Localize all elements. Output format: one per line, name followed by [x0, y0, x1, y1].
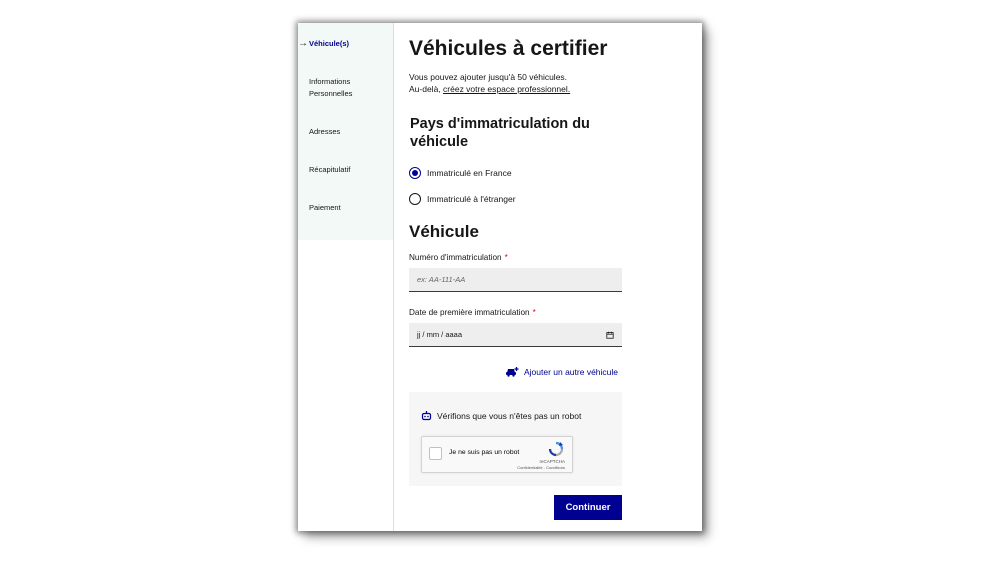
sidebar-item-adresses[interactable] [309, 126, 340, 138]
page-title: Véhicules à certifier [409, 37, 608, 60]
recaptcha-logo-icon [548, 441, 564, 457]
recaptcha-terms-link[interactable]: Confidentialité - Conditions [517, 465, 565, 470]
radio-france[interactable] [409, 167, 512, 179]
robot-text: Vérifions que vous n'êtes pas un robot [437, 410, 582, 421]
radio-button[interactable] [409, 193, 421, 205]
captcha-section [409, 392, 622, 486]
sidebar-item-label: Paiement [309, 203, 341, 212]
required-asterisk: * [532, 308, 536, 317]
calendar-icon[interactable] [606, 331, 614, 339]
intro-prefix: Au-delà, [409, 84, 444, 94]
intro-line: Vous pouvez ajouter jusqu'à 50 véhicules. [409, 72, 568, 82]
page-card [298, 23, 702, 531]
sidebar-item-recapitulatif[interactable] [309, 164, 350, 176]
intro-text [409, 71, 570, 95]
recaptcha-checkbox[interactable] [429, 447, 442, 460]
plate-label [409, 253, 508, 262]
plate-label-text: Numéro d'immatriculation [409, 253, 502, 262]
date-label-text: Date de première immatriculation [409, 308, 530, 317]
main-content [409, 23, 702, 531]
radio-label: Immatriculé à l'étranger [427, 194, 516, 204]
country-heading: Pays d'immatriculation du véhicule [410, 116, 590, 150]
date-input[interactable] [409, 323, 622, 347]
continue-button[interactable]: Continuer [554, 495, 622, 520]
sidebar-item-label: Récapitulatif [309, 165, 351, 174]
radio-label: Immatriculé en France [427, 168, 512, 178]
recaptcha-label: Je ne suis pas un robot [449, 449, 520, 456]
sidebar-nav [298, 23, 394, 531]
required-asterisk: * [504, 253, 508, 262]
sidebar-item-vehicules[interactable] [298, 38, 349, 50]
date-label [409, 308, 536, 317]
robot-check-line [421, 410, 581, 421]
sidebar-item-label: Adresses [309, 127, 341, 136]
plate-input[interactable] [409, 268, 622, 292]
intro-line [409, 83, 570, 95]
sidebar-item-informations[interactable] [309, 76, 379, 100]
radio-foreign[interactable] [409, 193, 516, 205]
car-add-icon [505, 366, 519, 377]
sidebar-item-paiement[interactable] [309, 202, 341, 214]
sidebar-item-label: Véhicule(s) [309, 39, 350, 48]
robot-icon [421, 410, 432, 421]
recaptcha-brand: reCAPTCHA [539, 459, 565, 464]
add-vehicle-label: Ajouter un autre véhicule [523, 366, 618, 377]
recaptcha-widget [421, 436, 573, 473]
vehicle-heading: Véhicule [409, 222, 479, 241]
date-placeholder: jj / mm / aaaa [417, 330, 463, 339]
pro-space-link[interactable]: créez votre espace professionnel. [443, 84, 571, 94]
add-vehicle-button[interactable] [505, 366, 618, 377]
sidebar-item-label: Informations Personnelles [309, 77, 353, 98]
arrow-right-icon: → [298, 38, 308, 50]
radio-button-checked[interactable] [409, 167, 421, 179]
